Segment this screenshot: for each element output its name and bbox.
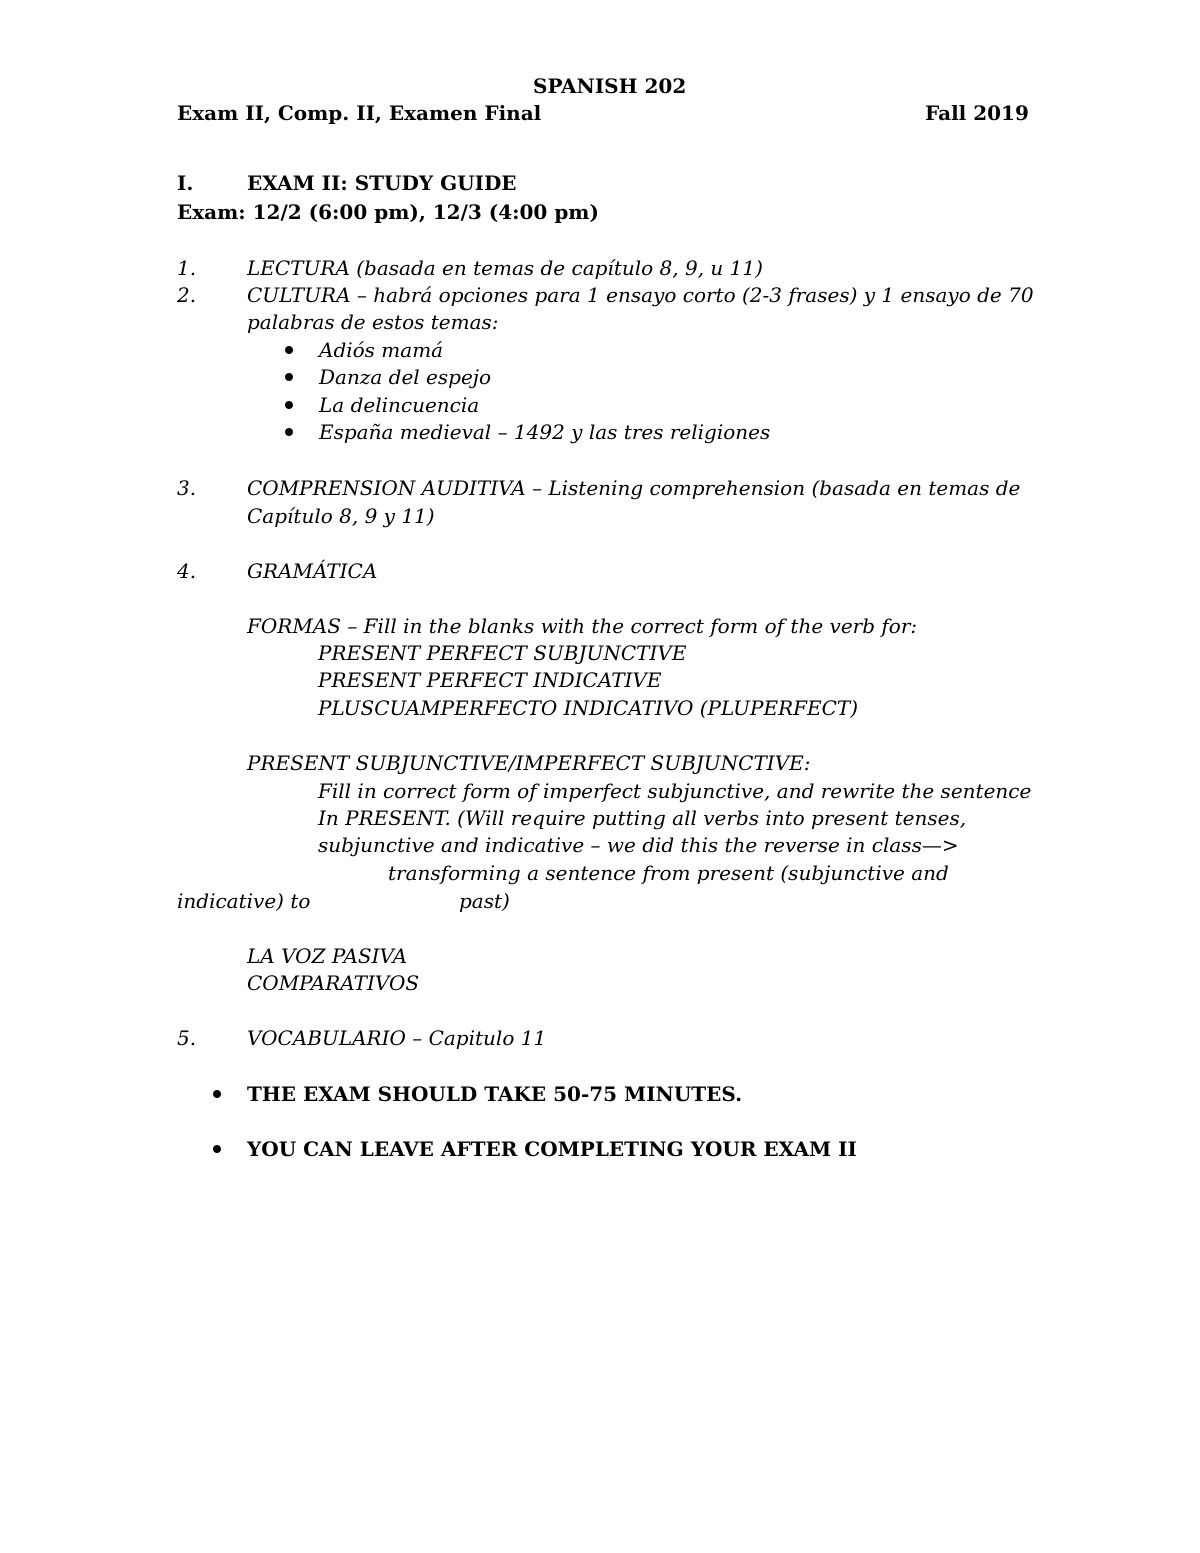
comprension-line-1: COMPRENSION AUDITIVA – Listening comprehension (basada en temas de: [247, 476, 1021, 500]
subjunctive-tail-right: past): [459, 889, 510, 913]
item-number-3: 3.: [177, 476, 197, 500]
bullet-icon: [285, 428, 293, 436]
term-label: Fall 2019: [925, 101, 1029, 125]
item-number-2: 2.: [177, 283, 197, 307]
subjunctive-line: Fill in correct form of imperfect subjunctive, and rewrite the sentence: [318, 779, 1032, 803]
item-number-1: 1.: [177, 256, 197, 280]
lectura-item: LECTURA (basada en temas de capítulo 8, 9, u 11): [247, 256, 763, 280]
cultura-line-1: CULTURA – habrá opciones para 1 ensayo corto (2-3 frases) y 1 ensayo de 70: [247, 283, 1034, 307]
formas-title: FORMAS – Fill in the blanks with the correct form of the verb for:: [247, 614, 918, 638]
culture-topic: Adiós mamá: [319, 338, 444, 362]
culture-topic: Danza del espejo: [319, 365, 492, 389]
bullet-icon: [285, 401, 293, 409]
item-number-4: 4.: [177, 559, 197, 583]
subjunctive-line: subjunctive and indicative – we did this the reverse in class—>: [318, 833, 959, 857]
subjunctive-line: transforming a sentence from present (subjunctive and: [388, 861, 949, 885]
section-numeral: I.: [177, 171, 194, 195]
note-leave: YOU CAN LEAVE AFTER COMPLETING YOUR EXAM II: [247, 1137, 857, 1161]
subjunctive-tail-left: indicative) to: [177, 889, 311, 913]
course-title: SPANISH 202: [533, 74, 687, 98]
bullet-icon: [285, 346, 293, 354]
item-number-5: 5.: [177, 1026, 197, 1050]
gramatica-title: GRAMÁTICA: [247, 559, 378, 583]
exam-dates: Exam: 12/2 (6:00 pm), 12/3 (4:00 pm): [177, 200, 599, 224]
culture-topic: La delincuencia: [319, 393, 480, 417]
grammar-extra: COMPARATIVOS: [247, 971, 420, 995]
formas-item: PRESENT PERFECT SUBJUNCTIVE: [318, 641, 687, 665]
exam-subtitle: Exam II, Comp. II, Examen Final: [177, 101, 542, 125]
cultura-line-2: palabras de estos temas:: [247, 310, 499, 334]
grammar-extra: LA VOZ PASIVA: [247, 944, 408, 968]
note-duration: THE EXAM SHOULD TAKE 50-75 MINUTES.: [247, 1082, 743, 1106]
bullet-icon: [213, 1145, 221, 1153]
comprension-line-2: Capítulo 8, 9 y 11): [247, 504, 435, 528]
culture-topic: España medieval – 1492 y las tres religiones: [319, 420, 771, 444]
subjunctive-title: PRESENT SUBJUNCTIVE/IMPERFECT SUBJUNCTIVE:: [247, 751, 811, 775]
section-title: EXAM II: STUDY GUIDE: [247, 171, 517, 195]
vocabulario-item: VOCABULARIO – Capitulo 11: [247, 1026, 547, 1050]
formas-item: PLUSCUAMPERFECTO INDICATIVO (PLUPERFECT): [318, 696, 859, 720]
bullet-icon: [213, 1090, 221, 1098]
formas-item: PRESENT PERFECT INDICATIVE: [318, 668, 662, 692]
subjunctive-line: In PRESENT. (Will require putting all verbs into present tenses,: [318, 806, 967, 830]
bullet-icon: [285, 373, 293, 381]
